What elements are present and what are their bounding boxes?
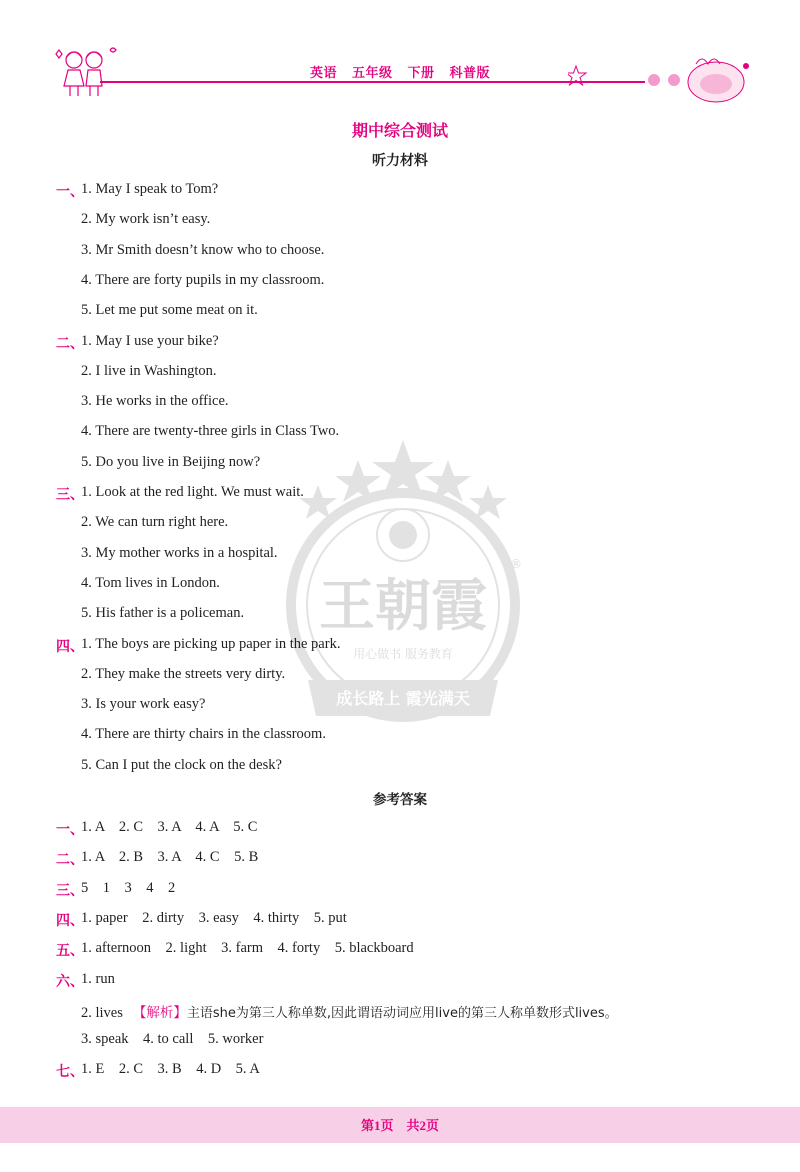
listening-item: 5. Do you live in Beijing now? — [81, 453, 261, 470]
answer-text: 1. paper 2. dirty 3. easy 4. thirty 5. put — [81, 909, 347, 926]
listening-item: 4. There are twenty-three girls in Class Two. — [81, 423, 340, 440]
answer-section-number: 五、 — [56, 943, 84, 960]
listening-item: 5. Can I put the clock on the desk? — [81, 756, 282, 773]
listening-item: 5. His father is a policeman. — [81, 605, 245, 622]
star-balloon-decoration-icon — [568, 54, 758, 110]
answer-section-number: 三、 — [56, 882, 84, 899]
header-title: 英语 五年级 下册 科普版 — [309, 65, 490, 80]
answer-text: 1. afternoon 2. light 3. farm 4. forty 5. blackboard — [81, 940, 414, 957]
analysis-note: 主语she为第三人称单数,因此谓语动词应用live的第三人称单数形式lives。 — [186, 1005, 618, 1021]
listening-item: 5. Let me put some meat on it. — [81, 302, 258, 319]
listening-item: 1. May I speak to Tom? — [81, 181, 219, 197]
watermark-name: 王朝霞 — [319, 573, 487, 639]
answer-text: 1. A 2. B 3. A 4. C 5. B — [81, 849, 259, 866]
answer-text: 2. lives — [81, 1004, 123, 1021]
page-header — [0, 0, 800, 110]
analysis-tag: 【解析】 — [132, 1004, 187, 1021]
answer-section-number: 二、 — [56, 852, 84, 869]
page-number: 第1页 共2页 — [360, 1118, 439, 1133]
answer-line — [81, 849, 258, 866]
watermark-motto: 用心做书 服务教育 — [353, 647, 453, 661]
section-number: 一、 — [56, 184, 84, 200]
listening-item: 4. There are thirty chairs in the classroom. — [81, 726, 326, 743]
answer-text: 1. run — [81, 970, 115, 987]
answer-text: 3. speak 4. to call 5. worker — [81, 1031, 264, 1048]
answer-line — [81, 1061, 260, 1078]
section-number: 四、 — [56, 638, 84, 655]
answer-line — [81, 880, 175, 897]
publisher-watermark — [278, 440, 528, 740]
listening-item: 1. The boys are picking up paper in the park. — [81, 635, 341, 652]
watermark-slogan: 成长路上 霞光满天 — [336, 689, 470, 708]
answer-text: 5 1 3 4 2 — [81, 879, 176, 896]
answer-text: 1. E 2. C 3. B 4. D 5. A — [81, 1061, 260, 1078]
answer-line — [81, 940, 414, 957]
listening-heading: 听力材料 — [372, 153, 428, 169]
listening-item: 3. He works in the office. — [81, 393, 229, 410]
listening-item: 4. Tom lives in London. — [81, 574, 220, 591]
listening-item: 3. My mother works in a hospital. — [81, 544, 278, 561]
listening-item: 1. May I use your bike? — [81, 332, 219, 349]
page-title: 期中综合测试 — [351, 121, 448, 140]
answer-line — [81, 910, 347, 927]
listening-item: 4. There are forty pupils in my classroom. — [81, 271, 325, 288]
answer-section-number: 七、 — [56, 1064, 84, 1081]
listening-item: 2. We can turn right here. — [81, 514, 229, 531]
answer-section-number: 六、 — [56, 973, 84, 990]
answer-line — [81, 1031, 263, 1048]
answer-line — [81, 819, 257, 836]
answer-line — [81, 971, 115, 988]
listening-item: 3. Is your work easy? — [81, 696, 206, 713]
listening-item: 2. My work isn’t easy. — [81, 211, 211, 228]
answers-heading: 参考答案 — [373, 792, 427, 808]
answer-section-number: 一、 — [56, 822, 84, 838]
answer-section-number: 四、 — [56, 912, 84, 929]
section-number: 二、 — [56, 335, 84, 352]
listening-item: 2. They make the streets very dirty. — [81, 665, 286, 682]
listening-item: 2. I live in Washington. — [81, 362, 217, 379]
answer-line — [81, 1001, 618, 1022]
answer-text: 1. A 2. C 3. A 4. A 5. C — [81, 819, 258, 835]
section-number: 三、 — [56, 487, 84, 503]
registered-mark: ® — [510, 557, 522, 571]
listening-item: 1. Look at the red light. We must wait. — [81, 484, 304, 500]
listening-item: 3. Mr Smith doesn’t know who to choose. — [81, 241, 325, 258]
header-rule — [100, 81, 645, 83]
